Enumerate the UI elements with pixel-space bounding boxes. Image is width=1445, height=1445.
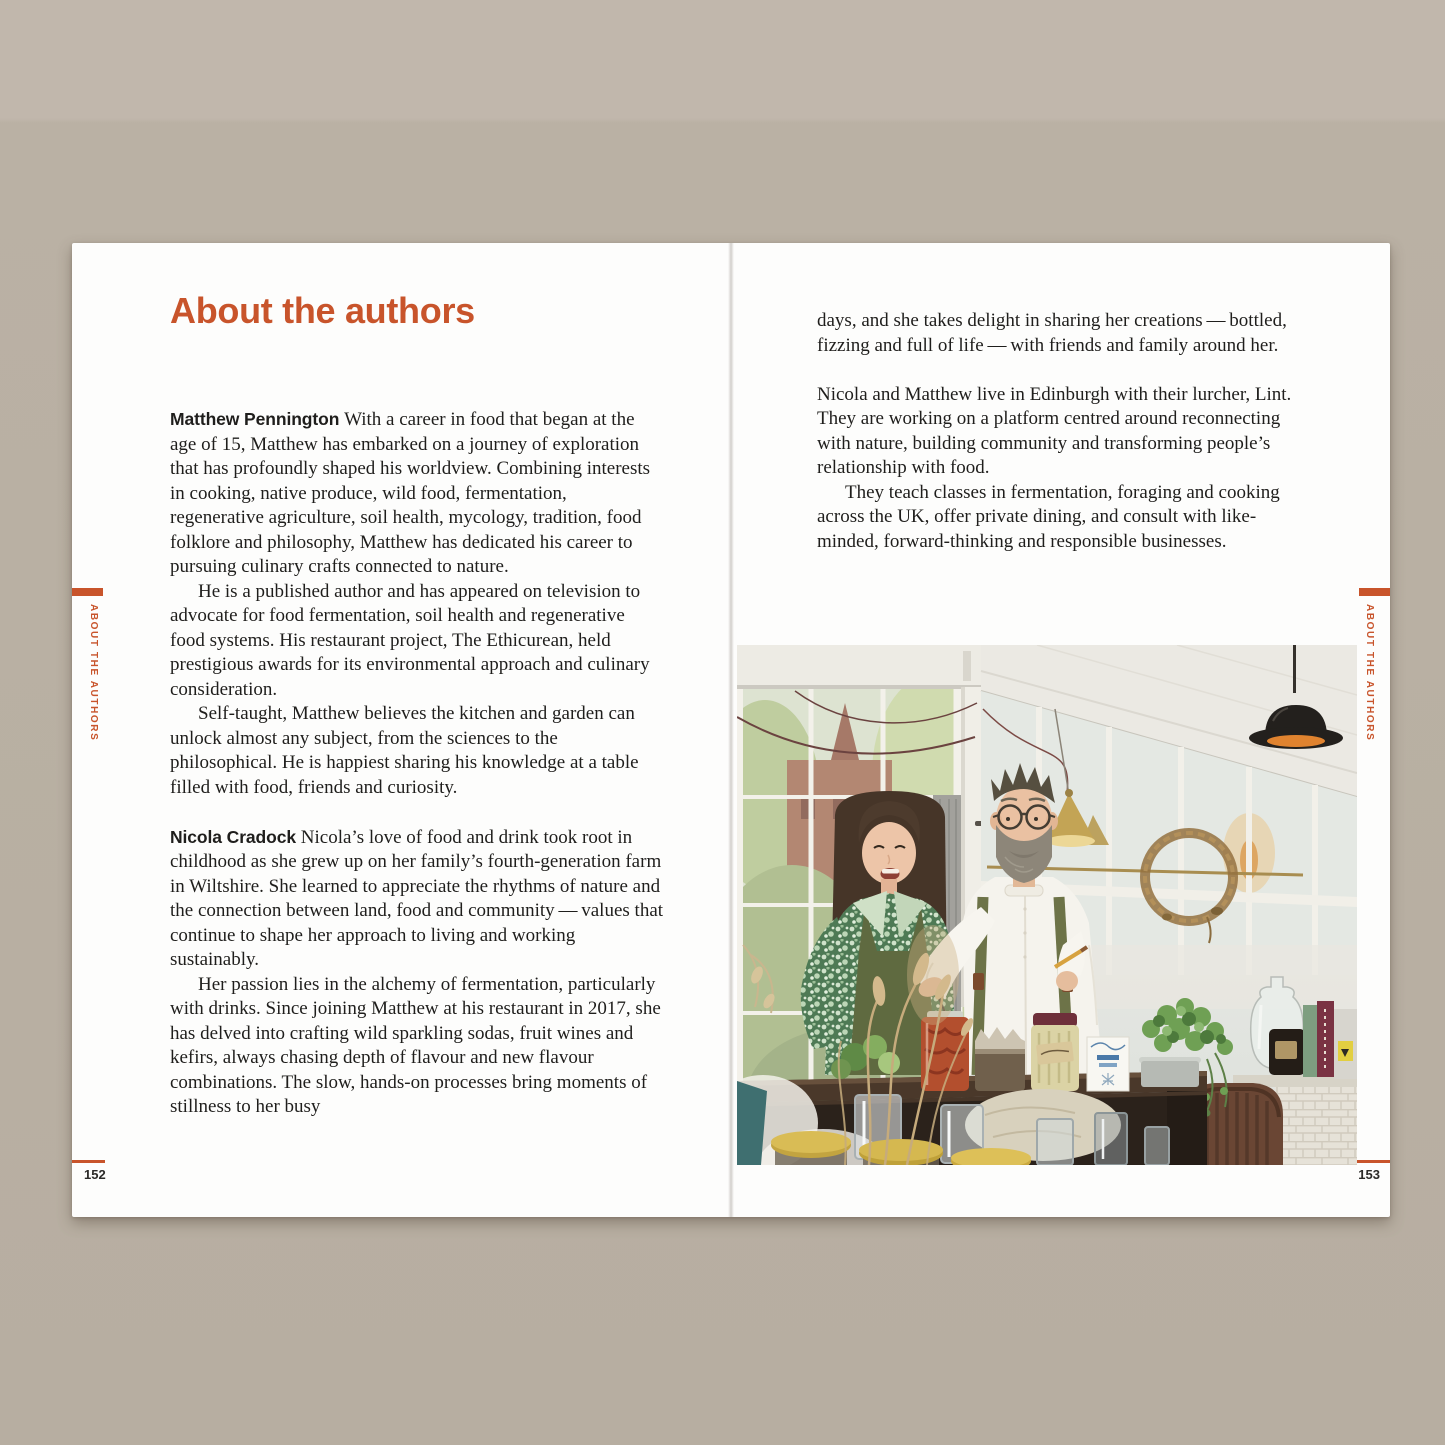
page-title: About the authors [170,290,475,331]
book-spread [72,243,1390,1217]
page-gutter [728,243,734,1217]
paragraph: Self-taught, Matthew believes the kitchen and garden can unlock almost any subject, from the sciences to the philosophical. He is happiest sharing his knowledge at a table filled with food, friends and curiosity. [170,703,639,798]
paragraph: Matthew Pennington With a career in food that began at the age of 15, Matthew has embarked on a journey of exploration that has profoundly shaped his worldview. Combining interests in cooking, native produce, wild food, fermentation, regenerative agriculture, soil health, mycology, tradition, food folklore and philosophy, Matthew has dedicated his career to pursuing culinary crafts connected to nature. [170,409,651,577]
text-block [817,383,1311,555]
authors-photo [737,645,1357,1165]
right-tab-label: ABOUT THE AUTHORS [1364,604,1375,742]
left-tab-rule [72,588,103,596]
author-name: Nicola Cradock [170,826,301,847]
text-block [817,309,1311,358]
right-page-text-column [817,309,1311,554]
paragraph: He is a published author and has appeared on television to advocate for food fermentation, soil health and regenerative food systems. His restaurant project, The Ethicurean, held prestigious awards for its environmental approach and culinary consideration. [170,580,650,700]
text-block [170,407,664,800]
left-section-tab [72,588,103,741]
paragraph: days, and she takes delight in sharing her creations — bottled, fizzing and full of life — with friends and family around her. [817,310,1287,356]
paragraph: They teach classes in fermentation, foraging and cooking across the UK, offer private dining, and consult with like-minded, forward-thinking and responsible businesses. [817,481,1280,552]
right-tab-rule [1359,588,1390,596]
paragraph: Nicola Cradock Nicola’s love of food and drink took root in childhood as she grew up on her family’s fourth-generation farm in Wiltshire. She learned to appreciate the rhythms of nature and the connection between land, food and community — values that continue to shape her approach to living and working sustainably. [170,826,664,970]
left-tab-label: ABOUT THE AUTHORS [88,604,99,742]
left-folio [72,1160,106,1181]
authors-photo-illustration [737,645,1357,1165]
right-folio-rule [1357,1160,1390,1163]
text-block [170,825,664,1120]
paragraph: Her passion lies in the alchemy of fermentation, particularly with drinks. Since joining Matthew at his restaurant in 2017, she has delved into crafting wild sparkling sodas, fruit wines and kefirs, always chasing depth of flavour and new flavour combinations. The slow, hands-on processes bring moments of stillness to her busy [170,973,661,1117]
right-section-tab [1359,588,1390,741]
right-page-number: 153 [1358,1167,1380,1182]
paragraph: Nicola and Matthew live in Edinburgh with their lurcher, Lint. They are working on a platform centred around reconnecting with nature, building community and transforming people’s relationship with food. [817,383,1292,478]
right-folio [1357,1160,1390,1181]
left-page-number: 152 [84,1167,106,1182]
author-name: Matthew Pennington [170,409,345,429]
left-page-text-column [170,407,664,1120]
left-folio-rule [72,1160,105,1163]
